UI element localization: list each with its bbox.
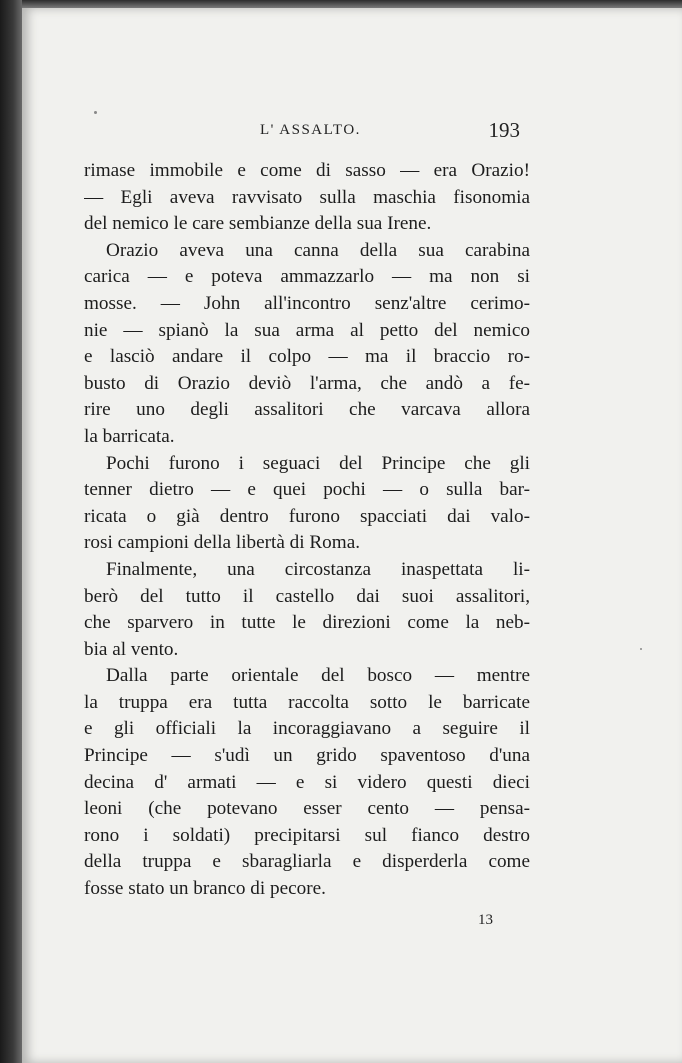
text-line: fosse stato un branco di pecore. — [84, 878, 326, 900]
text-line: nie — spianò la sua arma al petto del nemico — [84, 319, 530, 341]
text-line: busto di Orazio deviò l'arma, che andò a fe- — [84, 372, 530, 394]
text-line: Orazio aveva una canna della sua carabina — [106, 239, 530, 261]
text-line: rire uno degli assalitori che varcava allora — [84, 399, 530, 421]
text-line: e gli officiali la incoraggiavano a seguire il — [84, 718, 530, 740]
chapter-title: L' ASSALTO. — [260, 122, 361, 138]
page-top-edge — [22, 0, 682, 8]
text-line: bia al vento. — [84, 638, 179, 660]
paper-speck — [94, 111, 97, 114]
text-line: — Egli aveva ravvisato sulla maschia fisonomia — [84, 186, 530, 208]
text-line: della truppa e sbaragliarla e disperderla come — [84, 851, 530, 873]
text-line: del nemico le care sembianze della sua Irene. — [84, 213, 432, 235]
text-line: tenner dietro — e quei pochi — o sulla bar- — [84, 479, 530, 501]
text-line: la barricata. — [84, 425, 175, 447]
signature-mark: 13 — [478, 912, 493, 928]
book-spine-shadow — [0, 0, 22, 1063]
paper-speck — [640, 648, 642, 650]
text-line: rimase immobile e come di sasso — era Orazio! — [84, 160, 530, 181]
text-line: mosse. — John all'incontro senz'altre cerimo- — [84, 292, 530, 314]
text-line: e lasciò andare il colpo — ma il braccio ro- — [84, 346, 530, 368]
page-number: 193 — [488, 118, 520, 142]
text-line: la truppa era tutta raccolta sotto le barricate — [84, 691, 530, 713]
text-line: carica — e poteva ammazzarlo — ma non si — [84, 266, 530, 288]
body-text — [84, 158, 530, 903]
text-line: che sparvero in tutte le direzioni come la neb- — [84, 612, 530, 634]
text-line: rono i soldati) precipitarsi sul fianco destro — [84, 824, 530, 846]
text-line: Dalla parte orientale del bosco — mentre — [106, 665, 530, 687]
running-head — [80, 118, 520, 142]
text-line: rosi campioni della libertà di Roma. — [84, 532, 361, 554]
text-line: Pochi furono i seguaci del Principe che gli — [106, 452, 530, 474]
text-line: berò del tutto il castello dai suoi assalitori, — [84, 585, 530, 607]
text-line: leoni (che potevano esser cento — pensa- — [84, 798, 530, 820]
text-line: decina d' armati — e si videro questi dieci — [84, 771, 530, 793]
text-line: Finalmente, una circostanza inaspettata li- — [106, 558, 530, 580]
text-line: Principe — s'udì un grido spaventoso d'una — [84, 745, 530, 767]
text-line: ricata o già dentro furono spacciati dai valo- — [84, 505, 530, 527]
